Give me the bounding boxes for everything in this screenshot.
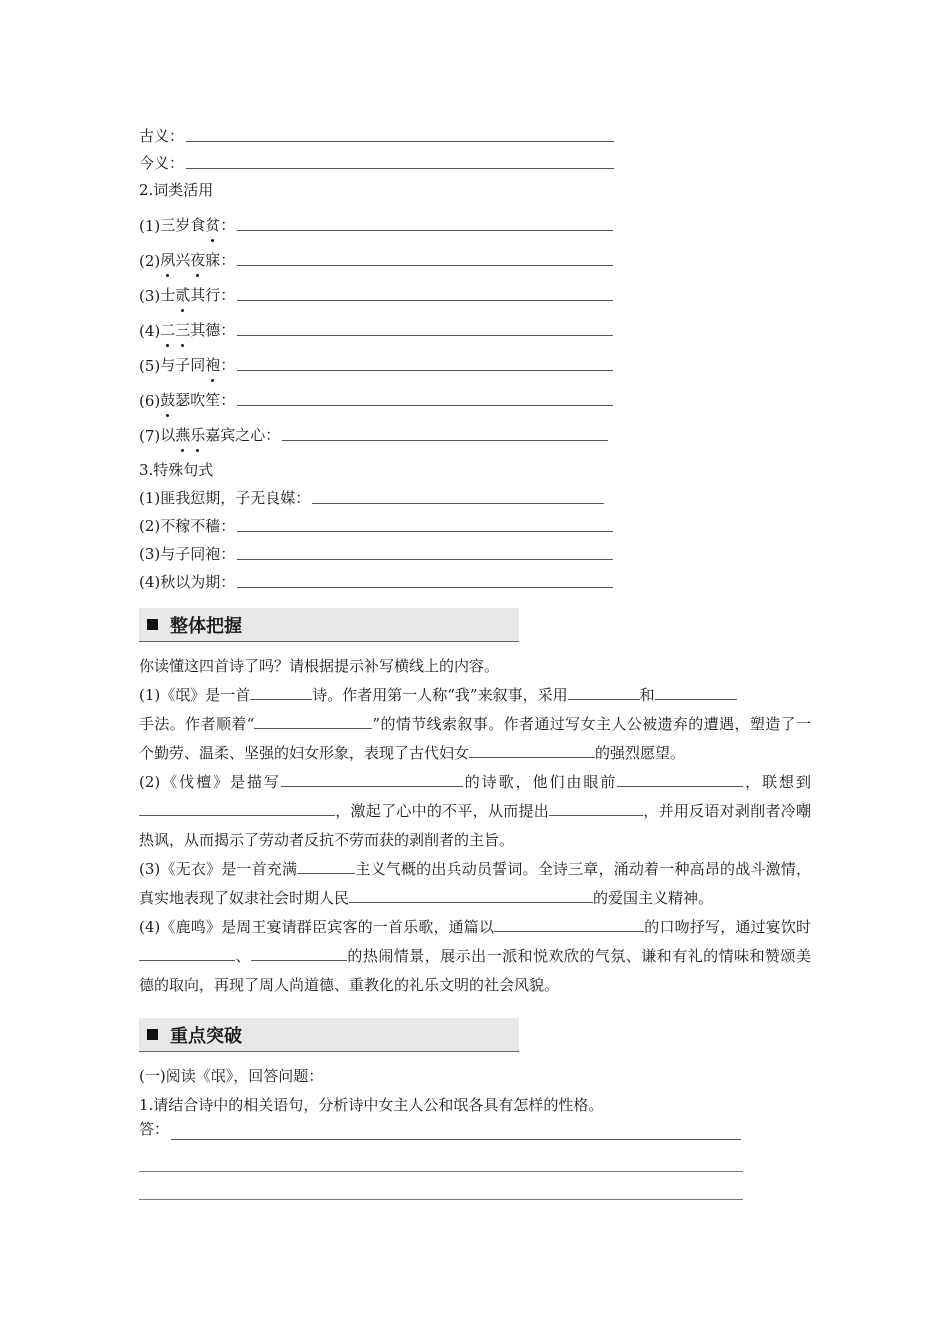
answer-line-1[interactable]: [171, 1138, 741, 1140]
item-number: (5): [139, 357, 161, 375]
answer-label: 答：: [139, 1120, 170, 1138]
answer-blank[interactable]: [282, 439, 608, 441]
item-text: 其行：: [190, 286, 236, 304]
ci-lei-item-6: [139, 375, 819, 410]
overview-item-3: (3)《无衣》是一首充满 主义气概的出兵动员誓词。全诗三章，涌动着一种高昂的战斗激情，真实地表现了奴隶社会时期人民 的爱国主义精神。: [139, 855, 811, 913]
answer-blank[interactable]: [617, 770, 743, 787]
emphasis-char: 夜: [190, 251, 206, 269]
jin-yi-label: 今义：: [139, 154, 185, 172]
te-shu-item-2: [139, 508, 819, 536]
item-text: 嘉宾之心：: [205, 426, 281, 444]
key-points-content: [139, 1062, 819, 1200]
answer-blank[interactable]: [297, 857, 355, 874]
emphasis-char: 鼓: [160, 391, 176, 409]
square-bullet-icon: [147, 619, 158, 630]
answer-blank[interactable]: [469, 741, 595, 758]
te-shu-item-1: [139, 480, 819, 508]
section-header-key-points: [139, 1018, 519, 1052]
answer-row: [139, 1120, 819, 1144]
answer-blank[interactable]: [655, 683, 737, 700]
answer-blank[interactable]: [237, 264, 613, 266]
answer-blank[interactable]: [549, 799, 643, 816]
answer-blank[interactable]: [494, 915, 644, 932]
emphasis-char: 袍: [205, 356, 221, 374]
answer-blank[interactable]: [237, 369, 613, 371]
jin-yi-blank[interactable]: [186, 167, 614, 169]
item-text: 瑟吹笙：: [175, 391, 236, 409]
ci-lei-item-3: [139, 270, 819, 305]
section-title: 整体把握: [170, 615, 242, 637]
answer-line-2[interactable]: [139, 1144, 743, 1172]
answer-blank[interactable]: [349, 886, 593, 903]
item-number: (4): [139, 322, 161, 340]
overview-item-4: (4)《鹿鸣》是周王宴请群臣宾客的一首乐歌，通篇以 的口吻抒写，通过宴饮时、 的热闹情景，展示出一派和悦欢欣的气氛、谦和有礼的情味和赞颂美德的取向，再现了周人尚道德、重教化的礼乐文明的社会风貌。: [139, 913, 811, 1000]
answer-blank[interactable]: [139, 944, 235, 961]
item-text: (4)秋以为期：: [139, 573, 236, 591]
item-number: (6): [139, 392, 161, 410]
ci-lei-item-7: [139, 410, 819, 445]
question-1: 1.请结合诗中的相关语句，分析诗中女主人公和氓各具有怎样的性格。: [139, 1096, 604, 1114]
answer-blank[interactable]: [237, 530, 613, 532]
item-number: (1): [139, 217, 161, 235]
answer-line-3[interactable]: [139, 1172, 743, 1200]
answer-blank[interactable]: [281, 770, 463, 787]
item-text: 其德：: [190, 321, 236, 339]
emphasis-char: 二: [160, 321, 176, 339]
item-text: 与子同: [160, 356, 206, 374]
emphasis-char: 贫: [205, 216, 221, 234]
item-number: (2): [139, 252, 161, 270]
ci-lei-item-1: [139, 200, 819, 235]
overview-item-2: (2)《伐檀》是描写 的诗歌，他们由眼前 ，联想到，激起了心中的不平，从而提出 ，并用反语对剥削者冷嘲热讽，从而揭示了劳动者反抗不劳而获的剥削者的主旨。: [139, 768, 811, 855]
emphasis-char: 贰: [175, 286, 191, 304]
te-shu-heading: 3.特殊句式: [139, 461, 214, 479]
item-text: 兴: [175, 251, 191, 269]
emphasis-char: 夙: [160, 251, 176, 269]
answer-blank[interactable]: [250, 683, 312, 700]
worksheet-page: [139, 118, 819, 1200]
emphasis-char: 三: [175, 321, 191, 339]
item-text: 寐：: [205, 251, 236, 269]
section-header-overview: [139, 608, 519, 642]
answer-blank[interactable]: [237, 404, 613, 406]
square-bullet-icon: [147, 1029, 158, 1040]
ci-lei-item-2: [139, 235, 819, 270]
overview-intro: 你读懂这四首诗了吗？请根据提示补写横线上的内容。: [139, 657, 500, 675]
gu-yi-blank[interactable]: [186, 140, 614, 142]
overview-content: [139, 652, 811, 1000]
item-text: ：: [220, 356, 236, 374]
item-text: 以: [160, 426, 176, 444]
item-text: (2)不稼不穑：: [139, 517, 236, 535]
te-shu-item-4: [139, 564, 819, 592]
answer-blank[interactable]: [237, 334, 613, 336]
item-text: ：: [220, 216, 236, 234]
answer-blank[interactable]: [237, 229, 613, 231]
emphasis-char: 燕: [175, 426, 191, 444]
ci-lei-heading: 2.词类活用: [139, 181, 214, 199]
item-text: 士: [160, 286, 176, 304]
jin-yi-row: [139, 146, 819, 173]
answer-blank[interactable]: [251, 944, 347, 961]
gu-yi-label: 古义：: [139, 127, 185, 145]
gu-yi-row: [139, 118, 819, 146]
section-title: 重点突破: [170, 1025, 242, 1047]
emphasis-char: 乐: [190, 426, 206, 444]
item-text: (3)与子同袍：: [139, 545, 236, 563]
answer-blank[interactable]: [237, 299, 613, 301]
ci-lei-item-4: [139, 305, 819, 340]
item-text: (1)匪我愆期，子无良媒：: [139, 489, 311, 507]
answer-blank[interactable]: [568, 683, 640, 700]
item-text: 三岁食: [160, 216, 206, 234]
answer-blank[interactable]: [237, 586, 613, 588]
ci-lei-item-5: [139, 340, 819, 375]
te-shu-item-3: [139, 536, 819, 564]
answer-blank[interactable]: [254, 712, 372, 729]
answer-blank[interactable]: [237, 558, 613, 560]
overview-item-1: (1)《氓》是一首 诗。作者用第一人称“我”来叙事，采用 和 手法。作者顺着“ ”的情节线索叙事。作者通过写女主人公被遗弃的遭遇，塑造了一个勤劳、温柔、坚强的妇女形象，表现了古代妇女 的强烈愿望。: [139, 681, 811, 768]
reading-instruction: (一)阅读《氓》，回答问题：: [139, 1067, 324, 1085]
answer-blank[interactable]: [312, 502, 604, 504]
item-number: (3): [139, 287, 161, 305]
item-number: (7): [139, 427, 161, 445]
answer-blank[interactable]: [139, 799, 335, 816]
